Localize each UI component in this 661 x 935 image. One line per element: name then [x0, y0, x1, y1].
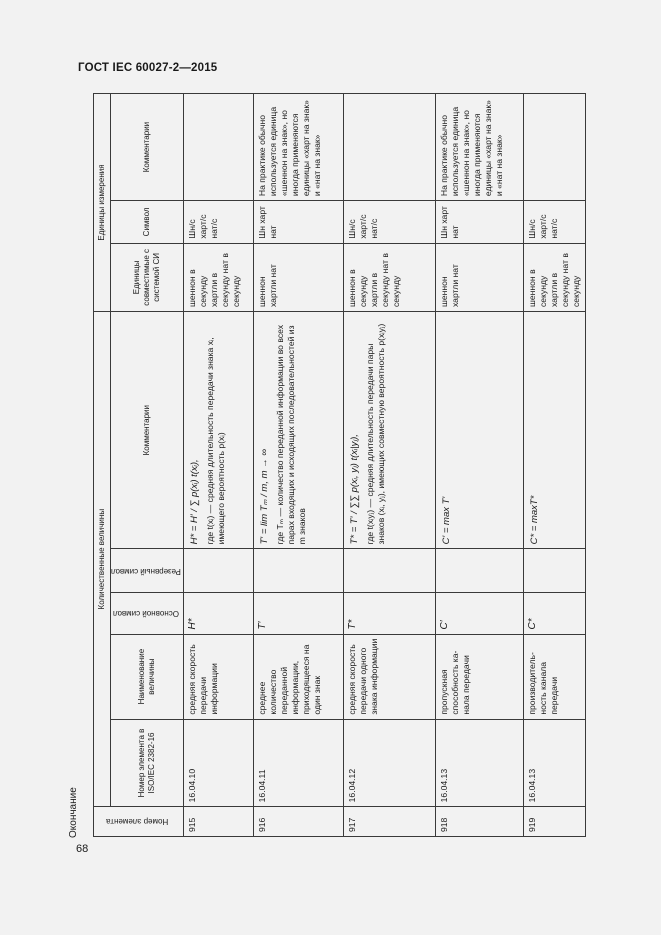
row-number: 916 — [254, 807, 344, 837]
row-name: среднее количество переданной информации, приходящееся на один знак — [254, 634, 344, 719]
row-iso: 16.04.12 — [344, 719, 436, 807]
row-reserve — [436, 549, 524, 593]
row-si-units: шеннон в секунду хартли в секунду нат в секунду — [524, 243, 586, 311]
row-unit-symbol: Шн/с харт/с нат/с — [524, 201, 586, 244]
row-symbol: C* — [524, 593, 586, 634]
row-unit-symbol: Шн харт нат — [436, 201, 524, 244]
row-symbol: C′ — [436, 593, 524, 634]
quantities-table — [93, 93, 586, 837]
header-unit-symbol: Символ — [110, 201, 184, 244]
row-iso: 16.04.11 — [254, 719, 344, 807]
row-unit-comment: На практике обычно используется единица «шеннон на знак», но иногда применяются единицы «харт на знак» и «нат на знак» — [254, 94, 344, 201]
row-symbol: H* — [184, 593, 254, 634]
row-name: пропускная способность канала передачи — [436, 634, 524, 719]
table-row — [436, 94, 524, 837]
row-iso: 16.04.10 — [184, 719, 254, 807]
header-unit-comment: Комментарии — [110, 94, 184, 201]
row-number: 919 — [524, 807, 586, 837]
header-group-quantities: Количественные величины — [94, 312, 111, 807]
header-name: Наименование величины — [110, 634, 184, 719]
row-number: 917 — [344, 807, 436, 837]
header-iso: Номер элемента в ISO/IEC 2382-16 — [110, 719, 184, 807]
row-unit-symbol: Шн харт нат — [254, 201, 344, 244]
header-comment: Комментарии — [110, 312, 184, 549]
header-reserve-symbol: Резервный символ — [110, 549, 184, 593]
row-unit-comment — [524, 94, 586, 201]
rotated-table-container — [93, 93, 582, 837]
row-si-units: шеннон хартли нат — [436, 243, 524, 311]
row-comment — [524, 312, 586, 549]
row-si-units: шеннон в секунду хартли в секунду нат в секунду — [184, 243, 254, 311]
header-number: Номер элемента — [94, 807, 184, 837]
header-group-units: Единицы измерения — [94, 94, 111, 312]
row-comment — [184, 312, 254, 549]
row-comment-text: где Tₘ — количество переданной информации во всех парах входящих и исходящих последовательностей из m знаков — [275, 324, 308, 545]
row-reserve — [344, 549, 436, 593]
table-row — [254, 94, 344, 837]
row-formula: C′ = max T′ — [441, 496, 453, 545]
row-unit-comment: На практике обычно используется единица «шеннон на знак», но иногда применяются единицы «харт на знак» и «нат на знак» — [436, 94, 524, 201]
row-name: средняя скорость передачи одного знака информации — [344, 634, 436, 719]
row-unit-symbol: Шн/с харт/с нат/с — [184, 201, 254, 244]
header-si-units: Единицы совместимые с системой СИ — [110, 243, 184, 311]
header-main-symbol: Основной символ — [110, 593, 184, 634]
row-formula: T* = T′ / ∑∑ p(xᵢ, yⱼ) t(xᵢ|yⱼ), — [349, 434, 361, 545]
row-reserve — [184, 549, 254, 593]
row-si-units: шеннон в секунду хартли в секунду нат в секунду — [344, 243, 436, 311]
row-si-units: шеннон хартли нат — [254, 243, 344, 311]
row-symbol: T′ — [254, 593, 344, 634]
document-title: ГОСТ IEC 60027-2—2015 — [78, 62, 218, 74]
row-reserve — [524, 549, 586, 593]
row-formula: H* = H′ / ∑ p(xᵢ) t(xᵢ), — [189, 459, 201, 545]
page-number: 68 — [76, 843, 89, 855]
row-formula: T′ = lim Tₘ / m, m → ∞ — [259, 448, 271, 545]
row-comment — [344, 312, 436, 549]
table-row — [344, 94, 436, 837]
continuation-label: Окончание — [68, 787, 79, 838]
row-reserve — [254, 549, 344, 593]
row-number: 918 — [436, 807, 524, 837]
rotated-table-stage — [93, 93, 582, 837]
row-comment-text: где t(xᵢyⱼ) — средняя длительность передачи пары знаков (xᵢ, yⱼ), имеющих совместную вероятность p(xᵢyⱼ) — [365, 323, 387, 545]
row-name: производительность канала передачи — [524, 634, 586, 719]
row-iso: 16.04.13 — [436, 719, 524, 807]
row-number: 915 — [184, 807, 254, 837]
row-name: средняя скорость передачи информации — [184, 634, 254, 719]
row-unit-comment — [344, 94, 436, 201]
table-row — [184, 94, 254, 837]
row-comment — [254, 312, 344, 549]
row-unit-symbol: Шн/с харт/с нат/с — [344, 201, 436, 244]
row-unit-comment — [184, 94, 254, 201]
table-row — [524, 94, 586, 837]
row-comment — [436, 312, 524, 549]
row-comment-text: где t(xᵢ) — средняя длительность передачи знака xᵢ, имеющего вероятность p(xᵢ) — [205, 337, 227, 545]
row-formula: C* = maxT* — [529, 495, 541, 545]
row-iso: 16.04.13 — [524, 719, 586, 807]
row-symbol: T* — [344, 593, 436, 634]
